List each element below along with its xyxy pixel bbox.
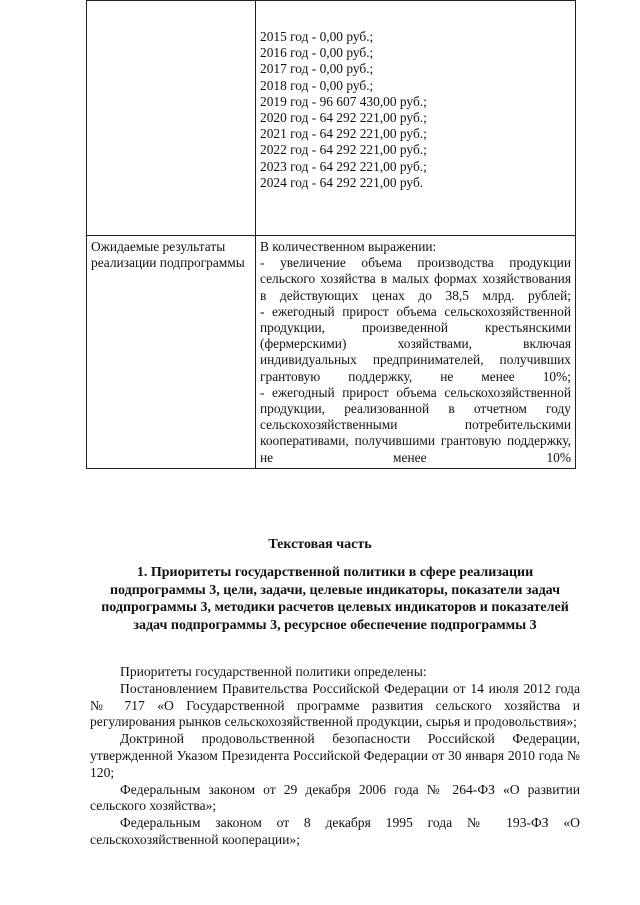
funding-label-cell (87, 1, 256, 236)
results-intro: В количественном выражении: (260, 239, 437, 254)
results-item: - увеличение объема производства продукции сельского хозяйства в малых формах хозяйствования в действующих ценах до 38,5 млрд. рублей; (260, 255, 571, 303)
funding-year-line: 2020 год - 64 292 221,00 руб.; (260, 110, 427, 126)
funding-year-line: 2024 год - 64 292 221,00 руб. (260, 174, 424, 190)
section-1-heading: 1. Приоритеты государственной политики в сфере реализации подпрограммы 3, цели, задачи, целевые индикаторы, показатели задач подпрограммы 3, методики расчетов целевых индикаторов и показателей задач подпрограммы 3, ресурсное обеспечение подпрограммы 3 (101, 565, 569, 633)
results-item: - ежегодный прирост объема сельскохозяйственной продукции, реализованной в отчетном году сельскохозяйственными потребительскими кооперативами, получившими грантовую поддержку, не менее 10% (260, 384, 571, 465)
funding-year-line: 2018 год - 0,00 руб.; (260, 77, 374, 93)
funding-year-line: 2021 год - 64 292 221,00 руб.; (260, 126, 427, 142)
results-item: - ежегодный прирост объема сельскохозяйственной продукции, произведенной крестьянскими (фермерскими) хозяйствами, включая индивидуальных предпринимателей, получивших грантовую поддержку, не менее 10%; (260, 303, 571, 384)
funding-values-cell (256, 1, 576, 236)
funding-year-line: 2015 год - 0,00 руб.; (260, 29, 374, 44)
funding-year-line: 2016 год - 0,00 руб.; (260, 45, 374, 61)
funding-year-line: 2017 год - 0,00 руб.; (260, 61, 374, 77)
paragraph: Постановлением Правительства Российской Федерации от 14 июля 2012 года № 717 «О Государственной программе развития сельского хозяйства и регулирования рынков сельскохозяйственной продукции, сырья и продовольствия»; (90, 680, 580, 730)
results-label: Ожидаемые результаты реализации подпрограммы (87, 236, 256, 469)
funding-row (87, 1, 576, 236)
funding-year-line: 2023 год - 64 292 221,00 руб.; (260, 158, 427, 174)
funding-year-line: 2019 год - 96 607 430,00 руб.; (260, 93, 427, 109)
funding-year-line: 2022 год - 64 292 221,00 руб.; (260, 142, 427, 158)
body-text (90, 664, 580, 849)
results-values-cell (256, 236, 576, 469)
text-part-heading: Текстовая часть (268, 537, 372, 552)
results-row (87, 236, 576, 469)
paragraph: Приоритеты государственной политики определены: (120, 664, 427, 679)
subprogram-passport-table (86, 0, 576, 469)
paragraph: Федеральным законом от 8 декабря 1995 года № 193-ФЗ «О сельскохозяйственной кооперации»; (90, 815, 580, 847)
paragraph: Доктриной продовольственной безопасности Российской Федерации, утвержденной Указом Президента Российской Федерации от 30 января 2010 года № 120; (90, 731, 580, 780)
paragraph: Федеральным законом от 29 декабря 2006 года № 264-ФЗ «О развитии сельского хозяйства»; (90, 781, 580, 814)
